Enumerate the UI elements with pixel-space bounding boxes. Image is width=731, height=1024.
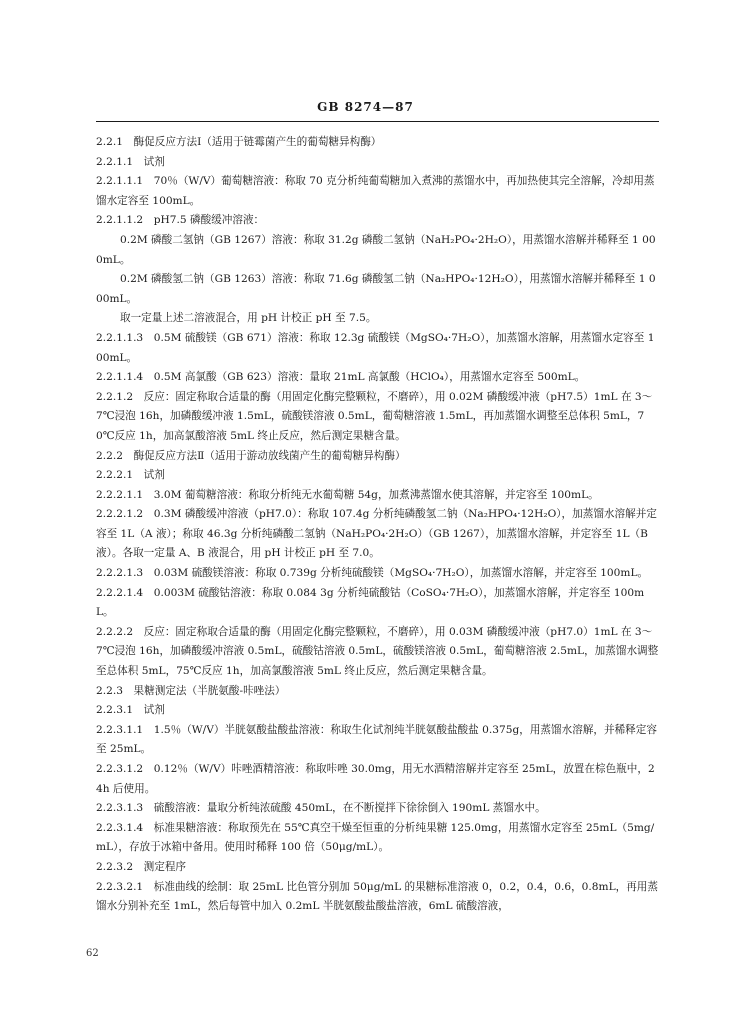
paragraph: 2.2.3.2.1 标准曲线的绘制：取 25mL 比色管分别加 50μg/mL 的果糖标准溶液 0，0.2，0.4，0.6，0.8mL，再用蒸馏水分别补充至 1mL，然后每管中加入 0.2mL 半胱氨酸盐酸盐溶液，6mL 硫酸溶液， <box>96 880 658 913</box>
subsection-heading: 2.2.3.2 测定程序 <box>96 860 187 873</box>
paragraph: 2.2.3.1.2 0.12％（W/V）咔唑酒精溶液：称取咔唑 30.0mg，用无水酒精溶解并定容至 25mL，放置在棕色瓶中，24h 后使用。 <box>96 763 655 795</box>
subsection-heading: 2.2.1.1 试剂 <box>96 155 165 168</box>
paragraph: 2.2.2.1.3 0.03M 硫酸镁溶液：称取 0.739g 分析纯硫酸镁（MgSO₄·7H₂O），加蒸馏水溶解，并定容至 100mL。 <box>96 567 649 580</box>
paragraph: 2.2.1.1.3 0.5M 硫酸镁（GB 671）溶液：称取 12.3g 硫酸镁（MgSO₄·7H₂O），加蒸馏水溶解，用蒸馏水定容至 100mL。 <box>96 331 655 364</box>
paragraph: 0.2M 磷酸氢二钠（GB 1263）溶液：称取 71.6g 磷酸氢二钠（Na₂HPO₄·12H₂O），用蒸馏水溶解并稀释至 1 000mL。 <box>96 273 656 305</box>
paragraph: 2.2.3.1.3 硫酸溶液：量取分析纯浓硫酸 450mL，在不断搅拌下徐徐倒入 190mL 蒸馏水中。 <box>96 802 546 815</box>
paragraph: 2.2.2.2 反应：固定称取合适量的酶（用固定化酶完整颗粒，不磨碎），用 0.03M 磷酸缓冲液（pH7.0）1mL 在 3～7℃浸泡 16h，加磷酸缓冲溶液 0.5mL，硫酸钴溶液 0.5mL，硫酸镁溶液 0.5mL，葡萄糖溶液 2.5mL，加蒸馏水调整至总体积 5mL，75℃反应 1h，加高氯酸溶液 5mL 终止反应，然后测定果糖含量。 <box>96 625 659 678</box>
paragraph: 2.2.1.1.1 70％（W/V）葡萄糖溶液：称取 70 克分析纯葡萄糖加入煮沸的蒸馏水中，再加热使其完全溶解，冷却用蒸馏水定容至 100mL。 <box>96 175 655 207</box>
paragraph: 2.2.2.1.1 3.0M 葡萄糖溶液：称取分析纯无水葡萄糖 54g，加煮沸蒸馏水使其溶解，并定容至 100mL。 <box>96 488 599 501</box>
paragraph: 2.2.1.1.2 pH7.5 磷酸缓冲溶液： <box>96 214 265 227</box>
paragraph: 2.2.2.1.2 0.3M 磷酸缓冲溶液（pH7.0）：称取 107.4g 分析纯磷酸氢二钠（Na₂HPO₄·12H₂O），加蒸馏水溶解并定容至 1L（A 液）；称取 46.3g 分析纯磷酸二氢钠（NaH₂PO₄·2H₂O）（GB 1267），加蒸馏水溶解，并定容至 1L（B 液）。各取一定量 A、B 液混合，用 pH 计校正 pH 至 7.0。 <box>96 508 657 560</box>
section-heading: 2.2.3 果糖测定法（半胱氨酸-咔唑法） <box>96 684 286 697</box>
paragraph: 2.2.1.1.4 0.5M 高氯酸（GB 623）溶液：量取 21mL 高氯酸（HClO₄），用蒸馏水定容至 500mL。 <box>96 371 586 384</box>
paragraph: 取一定量上述二溶液混合，用 pH 计校正 pH 至 7.5。 <box>120 312 377 325</box>
subsection-heading: 2.2.2.1 试剂 <box>96 469 165 482</box>
document-header: GB 8274—87 <box>317 100 414 114</box>
section-heading: 2.2.2 酶促反应方法Ⅱ（适用于游动放线菌产生的葡萄糖异构酶） <box>96 449 406 462</box>
paragraph: 2.2.3.1.4 标准果糖溶液：称取预先在 55℃真空干燥至恒重的分析纯果糖 125.0mg，用蒸馏水定容至 25mL（5mg/mL），存放于冰箱中备用。使用时稀释 100 倍（50μg/mL）。 <box>96 821 655 854</box>
document-body <box>96 133 659 917</box>
header-rule <box>96 121 659 122</box>
paragraph: 2.2.3.1.1 1.5％（W/V）半胱氨酸盐酸盐溶液：称取生化试剂纯半胱氨酸盐酸盐 0.375g，用蒸馏水溶解，并稀释定容至 25mL。 <box>96 723 657 756</box>
subsection-heading: 2.2.3.1 试剂 <box>96 704 165 717</box>
section-heading: 2.2.1 酶促反应方法Ⅰ（适用于链霉菌产生的葡萄糖异构酶） <box>96 136 382 148</box>
paragraph: 0.2M 磷酸二氢钠（GB 1267）溶液：称取 31.2g 磷酸二氢钠（NaH₂PO₄·2H₂O），用蒸馏水溶解并稀释至 1 000mL。 <box>96 233 656 266</box>
paragraph: 2.2.2.1.4 0.003M 硫酸钴溶液：称取 0.084 3g 分析纯硫酸钴（CoSO₄·7H₂O），加蒸馏水溶解，并定容至 100mL。 <box>96 586 645 619</box>
paragraph: 2.2.1.2 反应：固定称取合适量的酶（用固定化酶完整颗粒，不磨碎），用 0.02M 磷酸缓冲液（pH7.5）1mL 在 3～7℃浸泡 16h，加磷酸缓冲液 1.5mL，硫酸镁溶液 0.5mL，葡萄糖溶液 1.5mL，再加蒸馏水调整至总体积 5mL，70℃反应 1h，加高氯酸溶液 5mL 终止反应，然后测定果糖含量。 <box>96 390 653 442</box>
page-number: 62 <box>86 948 99 959</box>
